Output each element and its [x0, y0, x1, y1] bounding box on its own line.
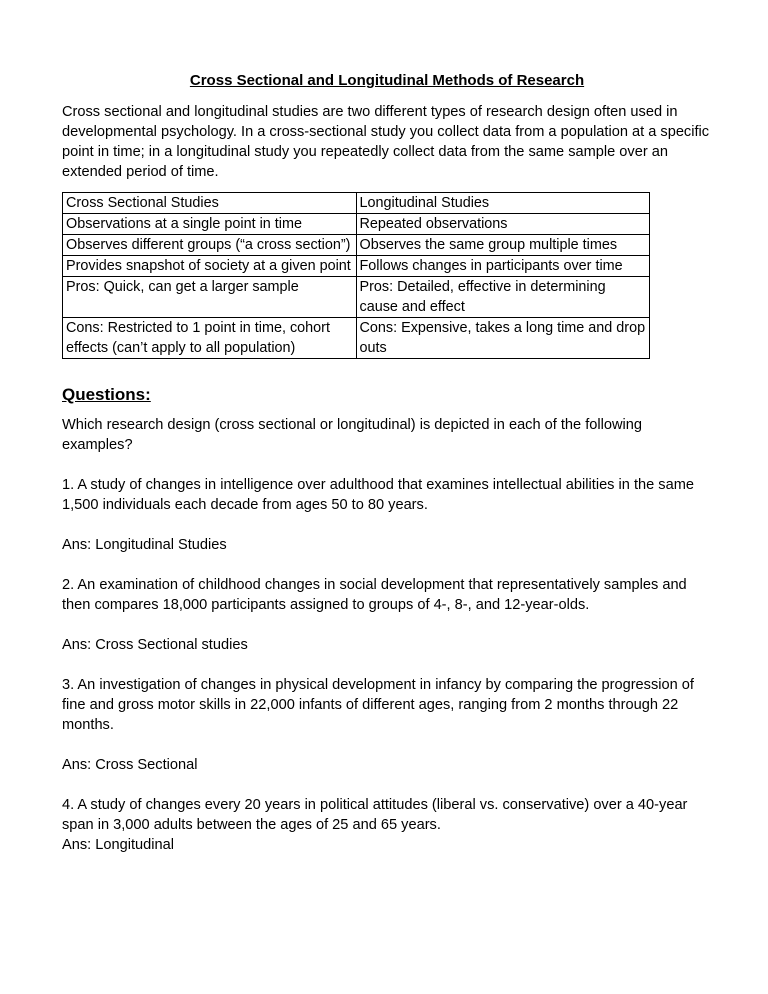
table-cell: Follows changes in participants over time: [356, 256, 650, 277]
question-2: 2. An examination of childhood changes in social development that representatively samples and then compares 18,000 participants assigned to groups of 4-, 8-, and 12-year-olds.: [62, 577, 687, 613]
table-cell: Observes different groups (“a cross section”): [63, 235, 357, 256]
document-page: [62, 70, 712, 855]
questions-heading: Questions:: [62, 385, 151, 404]
table-row: [63, 318, 650, 359]
table-cell: Repeated observations: [356, 214, 650, 235]
table-cell: Pros: Detailed, effective in determining cause and effect: [356, 277, 650, 318]
document-title: Cross Sectional and Longitudinal Methods of Research: [189, 72, 585, 89]
answer-1: Ans: Longitudinal Studies: [62, 537, 227, 553]
table-cell: Observes the same group multiple times: [356, 235, 650, 256]
table-row: [63, 214, 650, 235]
question-3: 3. An investigation of changes in physical development in infancy by comparing the progression of fine and gross motor skills in 22,000 infants of different ages, ranging from 2 months through 22 months.: [62, 677, 694, 733]
table-row: [63, 256, 650, 277]
answer-2: Ans: Cross Sectional studies: [62, 637, 248, 653]
intro-paragraph: Cross sectional and longitudinal studies are two different types of research design often used in developmental psychology. In a cross-sectional study you collect data from a population at a specific point in time; in a longitudinal study you repeatedly collect data from the same sample over an extended period of time.: [62, 104, 710, 180]
table-cell: Observations at a single point in time: [63, 214, 357, 235]
answer-3: Ans: Cross Sectional: [62, 757, 198, 773]
table-row: [63, 235, 650, 256]
comparison-table: [62, 192, 650, 359]
answer-4: Ans: Longitudinal: [62, 837, 174, 853]
table-row: [63, 277, 650, 318]
table-cell: Cross Sectional Studies: [63, 193, 357, 214]
table-header-row: [63, 193, 650, 214]
table-cell: Pros: Quick, can get a larger sample: [63, 277, 357, 318]
table-cell: Cons: Expensive, takes a long time and drop outs: [356, 318, 650, 359]
question-4: 4. A study of changes every 20 years in political attitudes (liberal vs. conservative) over a 40-year span in 3,000 adults between the ages of 25 and 65 years.: [62, 797, 688, 833]
questions-prompt: Which research design (cross sectional or longitudinal) is depicted in each of the following examples?: [62, 417, 643, 453]
table-cell: Cons: Restricted to 1 point in time, cohort effects (can’t apply to all population): [63, 318, 357, 359]
table-cell: Longitudinal Studies: [356, 193, 650, 214]
question-1: 1. A study of changes in intelligence over adulthood that examines intellectual abilities in the same 1,500 individuals each decade from ages 50 to 80 years.: [62, 477, 694, 513]
table-cell: Provides snapshot of society at a given point: [63, 256, 357, 277]
